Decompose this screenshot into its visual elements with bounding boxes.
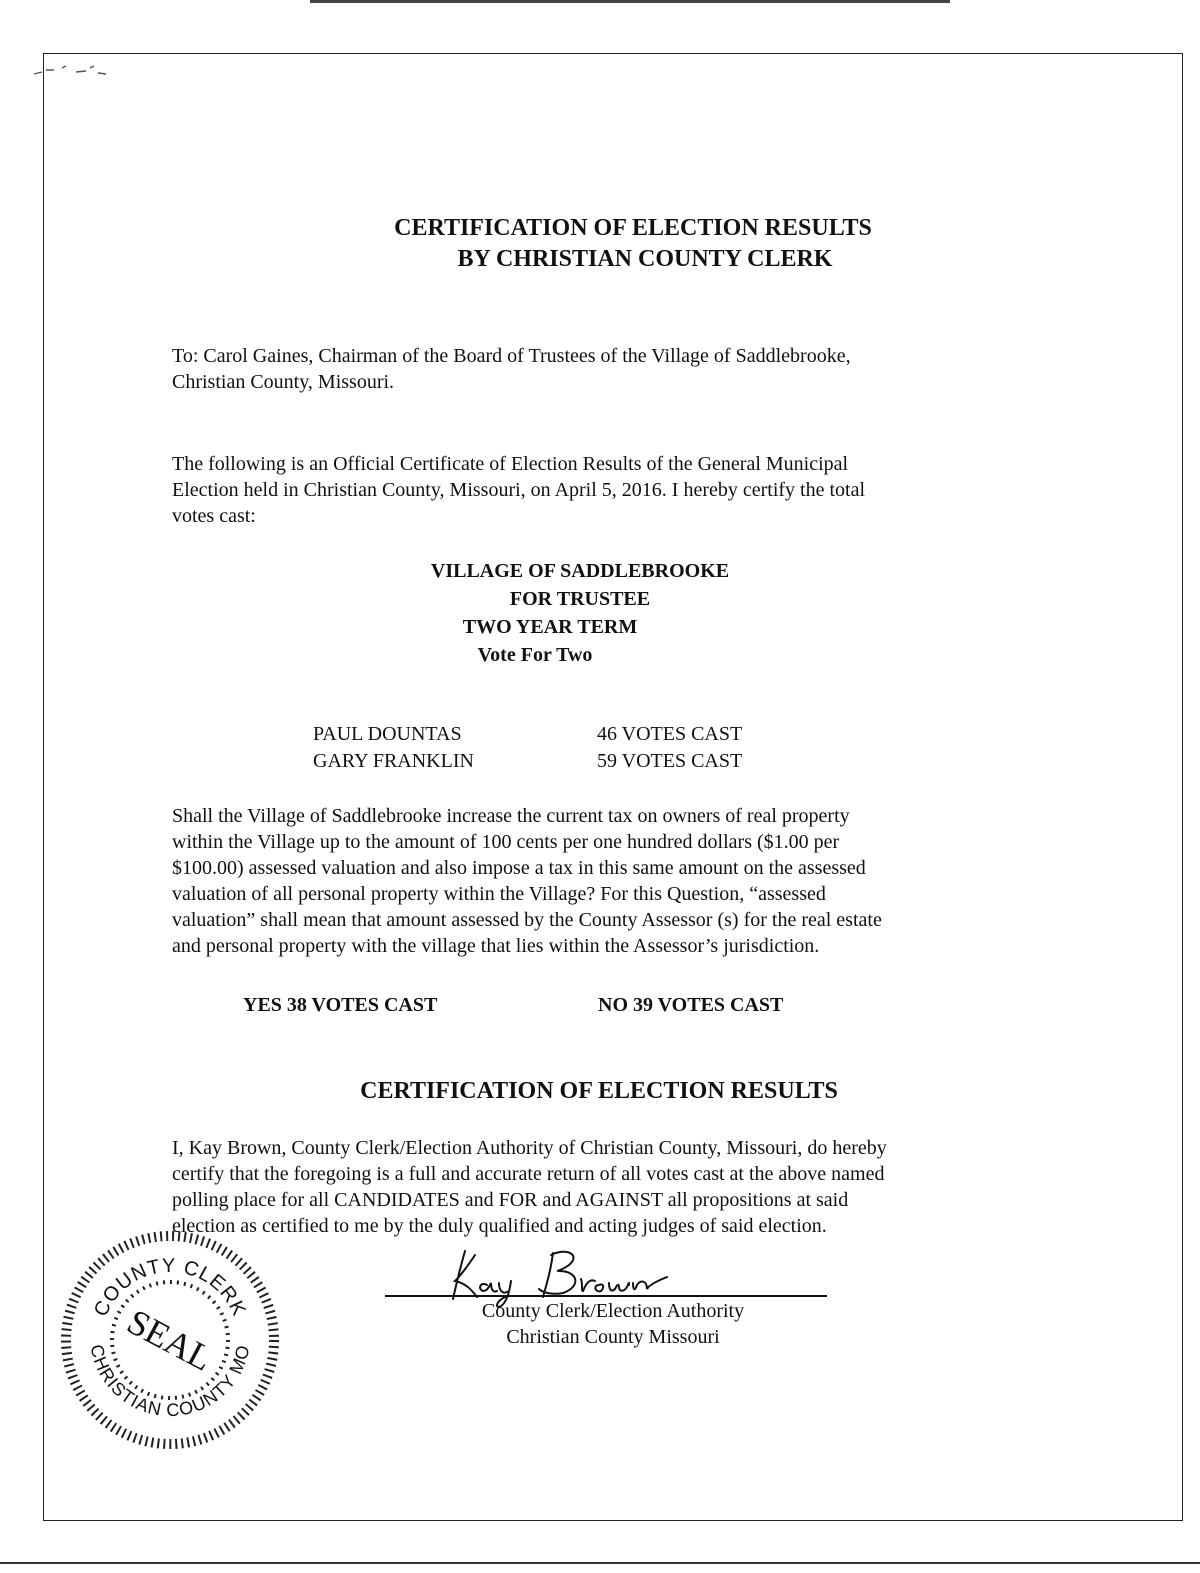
svg-text:SEAL: SEAL — [120, 1301, 220, 1379]
intro-line2: Election held in Christian County, Missouri, on April 5, 2016. I hereby certify the total — [172, 479, 866, 501]
question-line3: $100.00) assessed valuation and also impose a tax in this same amount on the assessed — [172, 857, 866, 879]
no-votes: NO 39 VOTES CAST — [598, 994, 784, 1016]
race-heading-term: TWO YEAR TERM — [462, 616, 638, 638]
certification-line1: I, Kay Brown, County Clerk/Election Authority of Christian County, Missouri, do hereby — [172, 1137, 887, 1159]
scan-top-edge — [310, 0, 950, 3]
yes-votes: YES 38 VOTES CAST — [243, 994, 438, 1016]
question-line6: and personal property with the village that lies within the Assessor’s jurisdiction. — [172, 935, 820, 957]
signature-caption-title: County Clerk/Election Authority — [481, 1300, 745, 1322]
intro-line3: votes cast: — [172, 505, 256, 527]
county-clerk-seal — [50, 1228, 290, 1458]
certification-line3: polling place for all CANDIDATES and FOR and AGAINST all propositions at said — [172, 1189, 849, 1211]
signature-line — [385, 1295, 827, 1297]
question-line5: valuation” shall mean that amount assessed by the County Assessor (s) for the real estate — [172, 909, 882, 931]
race-heading-office: FOR TRUSTEE — [509, 588, 651, 610]
certification-line4: election as certified to me by the duly qualified and acting judges of said election. — [172, 1215, 827, 1237]
race-heading-vote-for: Vote For Two — [477, 644, 593, 666]
svg-text:COUNTY CLERK: COUNTY CLERK — [89, 1254, 251, 1320]
question-line4: valuation of all personal property within the Village? For this Question, “assessed — [172, 883, 826, 905]
addressee-line1: To: Carol Gaines, Chairman of the Board of Trustees of the Village of Saddlebrooke, — [172, 345, 851, 367]
race-heading-village: VILLAGE OF SADDLEBROOKE — [430, 560, 730, 582]
candidate-votes: 46 VOTES CAST — [597, 723, 743, 745]
question-line1: Shall the Village of Saddlebrooke increase the current tax on owners of real property — [172, 805, 850, 827]
candidate-name: PAUL DOUNTAS — [313, 723, 462, 745]
scan-bottom-edge — [0, 1562, 1200, 1564]
document-title-line2: BY CHRISTIAN COUNTY CLERK — [457, 246, 833, 272]
svg-text:CHRISTIAN COUNTY MO: CHRISTIAN COUNTY MO — [86, 1342, 254, 1421]
addressee-line2: Christian County, Missouri. — [172, 371, 395, 393]
certification-line2: certify that the foregoing is a full and accurate return of all votes cast at the above named — [172, 1163, 885, 1185]
certification-heading: CERTIFICATION OF ELECTION RESULTS — [360, 1078, 838, 1104]
signature-caption-county: Christian County Missouri — [506, 1326, 720, 1348]
candidate-name: GARY FRANKLIN — [313, 750, 474, 772]
question-line2: within the Village up to the amount of 100 cents per one hundred dollars ($1.00 per — [172, 831, 840, 853]
intro-line1: The following is an Official Certificate of Election Results of the General Municipal — [172, 453, 849, 475]
candidate-votes: 59 VOTES CAST — [597, 750, 743, 772]
document-title-line1: CERTIFICATION OF ELECTION RESULTS — [394, 215, 872, 241]
